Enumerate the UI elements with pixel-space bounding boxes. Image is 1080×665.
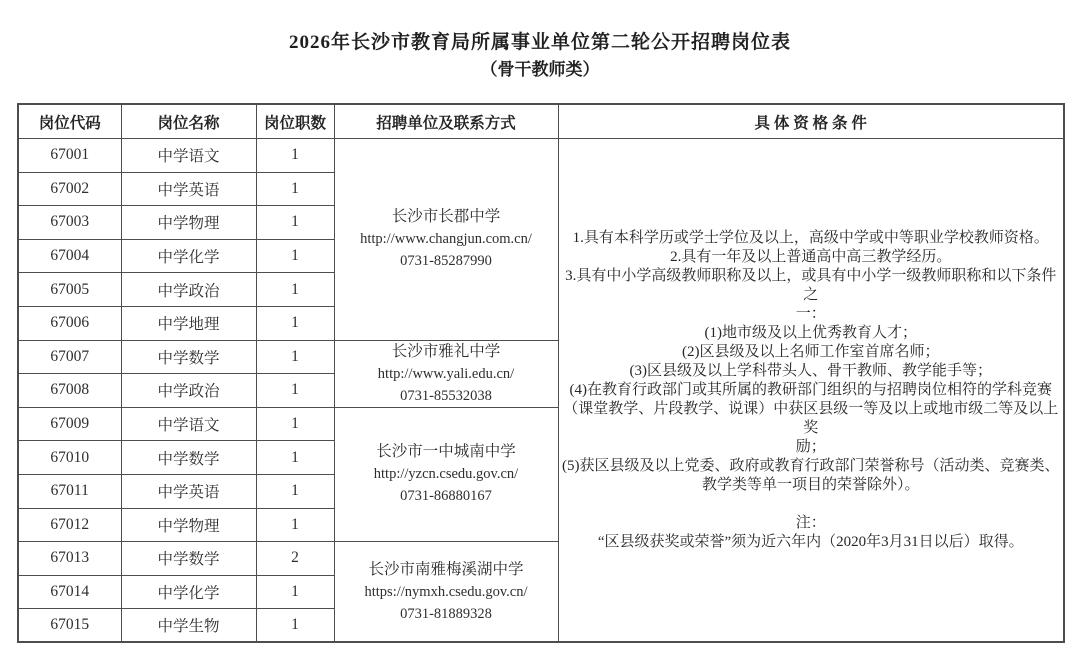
title-block <box>0 30 1080 82</box>
qualification-line: (3)区县级及以上学科带头人、骨干教师、教学能手等； <box>629 362 992 379</box>
col-header-position-code: 岗位代码 <box>18 104 121 139</box>
qualification-line: “区县级获奖或荣誉”须为近六年内（2020年3月31日以后）取得。 <box>597 533 1024 550</box>
position-name-cell: 中学数学 <box>121 340 256 374</box>
qualification-line: 2.具有一年及以上普通高中高三教学经历。 <box>670 248 952 265</box>
qualifications-cell <box>558 139 1064 643</box>
employer-cell <box>334 139 558 341</box>
employer-name: 长沙市长郡中学 <box>391 208 501 226</box>
position-code-cell: 67006 <box>18 306 121 340</box>
position-name-cell: 中学数学 <box>121 542 256 576</box>
position-count-cell: 1 <box>256 441 334 475</box>
position-count-cell: 1 <box>256 206 334 240</box>
qualification-line: 励； <box>795 438 826 455</box>
employer-name: 长沙市南雅梅溪湖中学 <box>368 560 524 578</box>
position-name-cell: 中学物理 <box>121 508 256 542</box>
header-row <box>18 104 1064 139</box>
position-code-cell: 67015 <box>18 609 121 643</box>
employer-cell <box>334 407 558 541</box>
position-name-cell: 中学英语 <box>121 172 256 206</box>
position-code-cell: 67013 <box>18 542 121 576</box>
position-count-cell: 2 <box>256 542 334 576</box>
position-code-cell: 67014 <box>18 575 121 609</box>
page-title: 2026年长沙市教育局所属事业单位第二轮公开招聘岗位表 <box>288 32 791 53</box>
col-header-qualifications: 具 体 资 格 条 件 <box>558 104 1064 139</box>
position-count-cell: 1 <box>256 340 334 374</box>
position-count-cell: 1 <box>256 407 334 441</box>
qualification-line: 一： <box>795 305 826 322</box>
position-count-cell: 1 <box>256 172 334 206</box>
position-count-cell: 1 <box>256 575 334 609</box>
qualification-line: (4)在教育行政部门或其所属的教研部门组织的与招聘岗位相符的学科竞赛 <box>569 381 1052 398</box>
position-count-cell: 1 <box>256 474 334 508</box>
position-code-cell: 67008 <box>18 374 121 408</box>
position-count-cell: 1 <box>256 273 334 307</box>
position-code-cell: 67003 <box>18 206 121 240</box>
position-code-cell: 67002 <box>18 172 121 206</box>
employer-url: http://www.changjun.com.cn/ <box>360 231 532 248</box>
employer-url: http://yzcn.csedu.gov.cn/ <box>373 466 519 483</box>
employer-cell <box>334 542 558 643</box>
employer-url: https://nymxh.csedu.gov.cn/ <box>364 583 528 600</box>
position-count-cell: 1 <box>256 374 334 408</box>
position-name-cell: 中学物理 <box>121 206 256 240</box>
qualification-line: (2)区县级及以上名师工作室首席名师； <box>682 343 940 360</box>
employer-phone: 0731-81889328 <box>400 605 492 622</box>
position-name-cell: 中学化学 <box>121 575 256 609</box>
position-name-cell: 中学政治 <box>121 374 256 408</box>
position-name-cell: 中学地理 <box>121 306 256 340</box>
position-name-cell: 中学英语 <box>121 474 256 508</box>
position-name-cell: 中学生物 <box>121 609 256 643</box>
position-count-cell: 1 <box>256 239 334 273</box>
qualification-line: （课堂教学、片段教学、说课）中获区县级一等及以上或地市级二等及以上奖 <box>563 400 1059 436</box>
position-name-cell: 中学化学 <box>121 239 256 273</box>
col-header-employer-contact: 招聘单位及联系方式 <box>334 104 558 139</box>
position-code-cell: 67004 <box>18 239 121 273</box>
qualification-line <box>559 495 1064 514</box>
position-code-cell: 67010 <box>18 441 121 475</box>
position-code-cell: 67005 <box>18 273 121 307</box>
positions-table <box>17 103 1065 643</box>
qualification-line: 3.具有中小学高级教师职称及以上，或具有中小学一级教师职称和以下条件之 <box>565 267 1057 303</box>
employer-phone: 0731-86880167 <box>400 488 492 505</box>
position-code-cell: 67011 <box>18 474 121 508</box>
col-header-position-name: 岗位名称 <box>121 104 256 139</box>
position-count-cell: 1 <box>256 609 334 643</box>
employer-phone: 0731-85532038 <box>400 387 492 404</box>
position-name-cell: 中学语文 <box>121 407 256 441</box>
col-header-position-count: 岗位职数 <box>256 104 334 139</box>
employer-name: 长沙市雅礼中学 <box>391 342 501 360</box>
employer-cell <box>334 340 558 407</box>
employer-phone: 0731-85287990 <box>400 253 492 270</box>
position-count-cell: 1 <box>256 139 334 173</box>
position-count-cell: 1 <box>256 306 334 340</box>
qualification-line: 教学类等单一项目的荣誉除外）。 <box>701 476 920 493</box>
position-name-cell: 中学语文 <box>121 139 256 173</box>
position-code-cell: 67001 <box>18 139 121 173</box>
position-code-cell: 67009 <box>18 407 121 441</box>
position-name-cell: 中学数学 <box>121 441 256 475</box>
employer-name: 长沙市一中城南中学 <box>376 443 516 461</box>
qualification-line: 注： <box>795 514 826 531</box>
qualification-line: (5)获区县级及以上党委、政府或教育行政部门荣誉称号（活动类、竞赛类、 <box>562 457 1060 474</box>
position-count-cell: 1 <box>256 508 334 542</box>
qualification-line: (1)地市级及以上优秀教育人才； <box>704 324 917 341</box>
position-code-cell: 67007 <box>18 340 121 374</box>
position-name-cell: 中学政治 <box>121 273 256 307</box>
page-subtitle: （骨干教师类） <box>480 60 600 79</box>
employer-url: http://www.yali.edu.cn/ <box>377 365 515 382</box>
table-row <box>18 139 1064 173</box>
qualification-line: 1.具有本科学历或学士学位及以上，高级中学或中等职业学校教师资格。 <box>572 229 1049 246</box>
position-code-cell: 67012 <box>18 508 121 542</box>
